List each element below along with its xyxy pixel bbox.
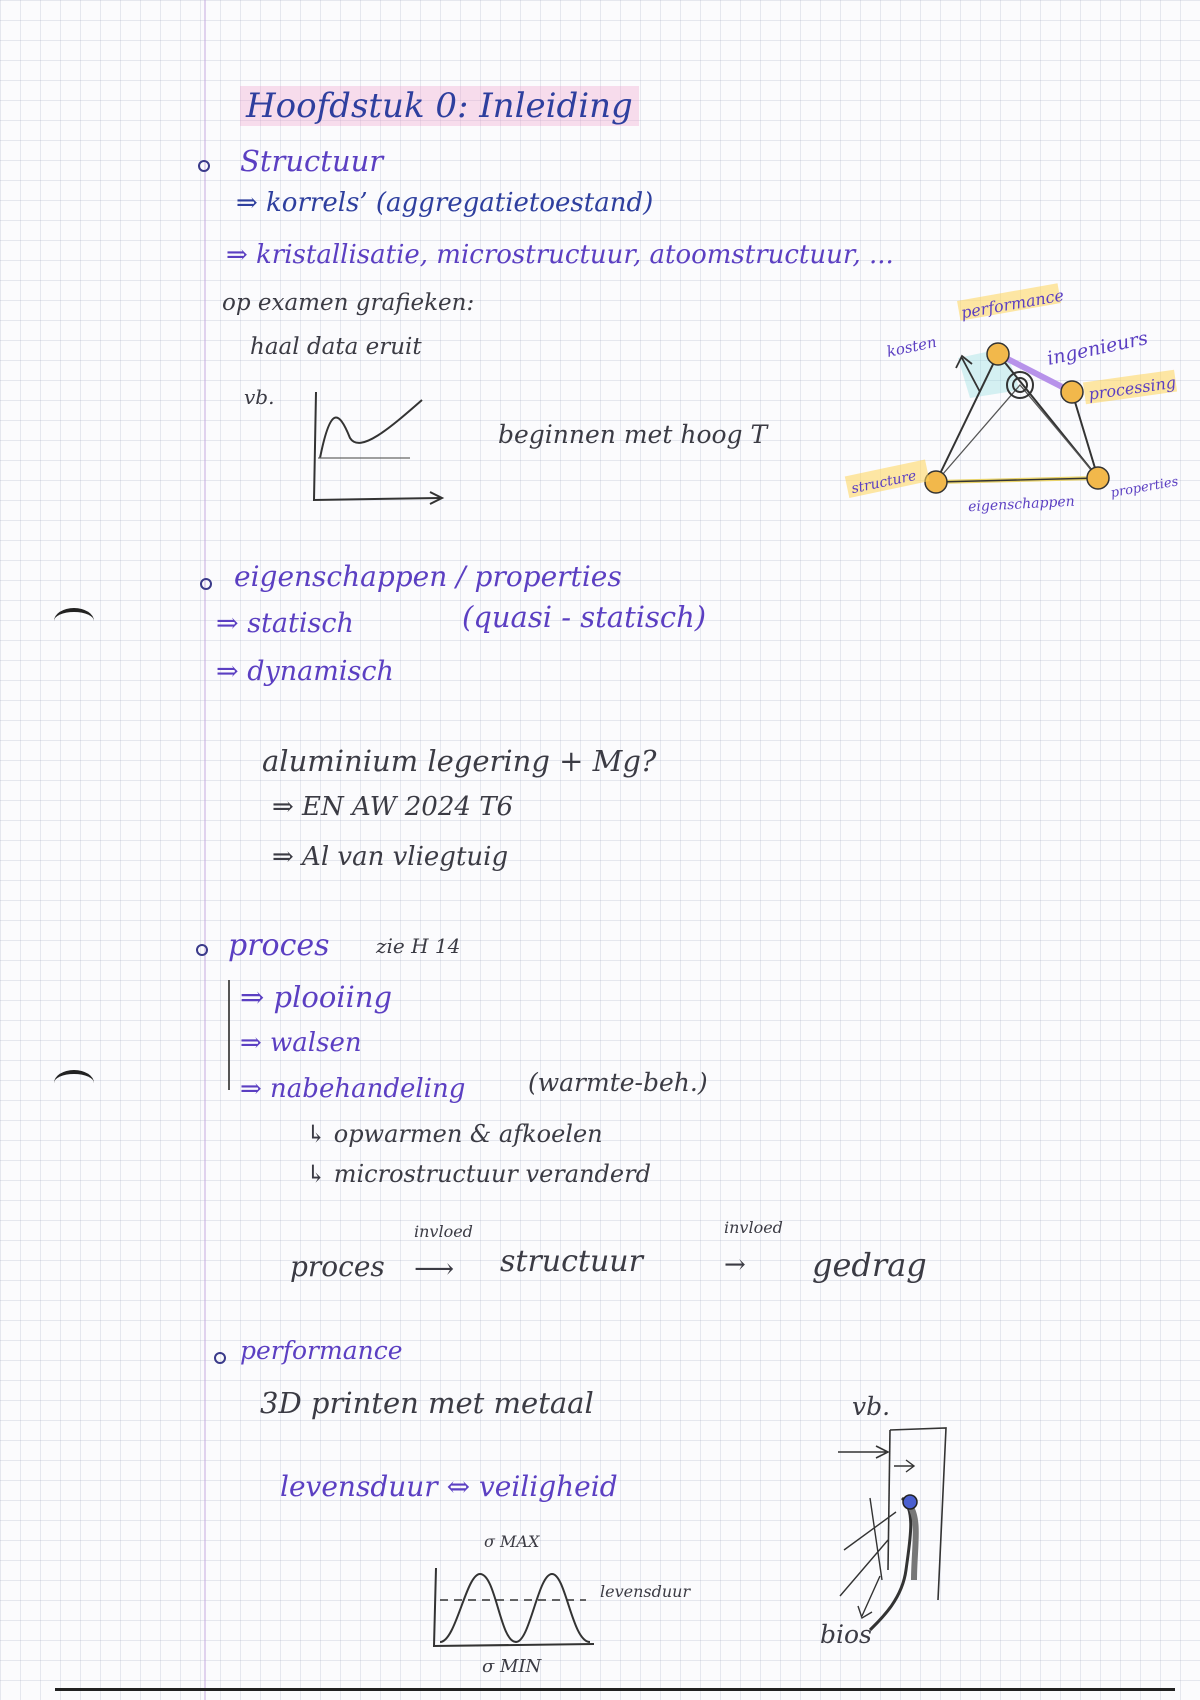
performance-levensduur-veiligheid: levensduur ⇔ veiligheid xyxy=(280,1470,618,1503)
bios-label: bios xyxy=(820,1620,872,1649)
force-arrow xyxy=(838,1446,888,1458)
section-heading-eigenschappen: eigenschappen / properties xyxy=(234,560,622,593)
proces-item-nabehandeling: ⇒ nabehandeling xyxy=(240,1074,466,1104)
sketch-stress-cycle xyxy=(426,1560,606,1670)
flow-label-invloed-2: invloed xyxy=(724,1218,783,1237)
eigenschappen-quasi-statisch: (quasi - statisch) xyxy=(462,600,707,634)
performance-3d-printen: 3D printen met metaal xyxy=(260,1386,594,1420)
punch-hole-top xyxy=(54,608,94,634)
page-bottom-edge xyxy=(55,1688,1175,1691)
section-bullet xyxy=(214,1352,226,1364)
node-processing xyxy=(1061,381,1083,403)
proces-sub-opwarmen: ↳ opwarmen & afkoelen xyxy=(306,1120,603,1148)
aluminium-spec: ⇒ EN AW 2024 T6 xyxy=(272,792,514,822)
label-processing: processing xyxy=(1087,372,1178,404)
aluminium-use: ⇒ Al van vliegtuig xyxy=(272,842,509,872)
section-heading-structuur: Structuur xyxy=(240,144,384,178)
proces-warmte-behandeling: (warmte-beh.) xyxy=(528,1068,708,1097)
label-ingenieurs: ingenieurs xyxy=(1045,327,1150,370)
bios-arrow xyxy=(858,1576,880,1618)
proces-item-walsen: ⇒ walsen xyxy=(240,1028,362,1058)
flow-label-invloed-1: invloed xyxy=(414,1222,473,1241)
example-label: vb. xyxy=(244,385,275,409)
stress-curve xyxy=(440,1574,590,1642)
exam-note: op examen grafieken: xyxy=(222,290,475,316)
graph-curve xyxy=(320,400,422,458)
node-performance xyxy=(987,343,1009,365)
node-properties xyxy=(1087,467,1109,489)
implant-plate xyxy=(888,1430,890,1570)
graph-axes xyxy=(314,392,440,500)
structuur-line-kristallisatie: ⇒ kristallisatie, microstructuur, atoomstructuur, ... xyxy=(226,240,894,270)
page-title: Hoofdstuk 0: Inleiding xyxy=(240,86,639,126)
proces-reference: zie H 14 xyxy=(376,934,461,958)
label-kosten: kosten xyxy=(885,332,939,361)
section-heading-performance: performance xyxy=(240,1336,403,1365)
graph-note: beginnen met hoog T xyxy=(498,420,768,449)
section-heading-proces: proces xyxy=(228,928,330,963)
flow-proces: proces xyxy=(290,1250,385,1283)
flow-gedrag: gedrag xyxy=(812,1246,927,1284)
materials-tetrahedron-diagram xyxy=(840,270,1190,540)
label-eigenschappen: eigenschappen xyxy=(967,493,1076,516)
implant-screw xyxy=(903,1495,917,1509)
implant-frame xyxy=(890,1428,946,1600)
proces-item-plooiing: ⇒ plooiing xyxy=(240,980,393,1014)
bone-shape xyxy=(870,1498,911,1630)
stress-curve-label: levensduur xyxy=(600,1582,691,1601)
exam-note-data: haal data eruit xyxy=(250,334,422,360)
flow-arrow-1: ⟶ xyxy=(414,1252,455,1285)
load-lines xyxy=(840,1460,914,1596)
section-bullet xyxy=(196,944,208,956)
sketch-graph-temperature xyxy=(300,388,450,508)
section-bullet xyxy=(200,578,212,590)
aluminium-example: aluminium legering + Mg? xyxy=(262,744,657,778)
eigenschappen-dynamisch: ⇒ dynamisch xyxy=(216,656,394,687)
label-structure: structure xyxy=(849,467,918,498)
performance-example-label: vb. xyxy=(852,1392,891,1421)
label-performance: performance xyxy=(959,285,1066,323)
structuur-line-korrels: ⇒ korrels’ (aggregatietoestand) xyxy=(236,188,654,218)
label-properties: properties xyxy=(1109,474,1180,502)
proces-sub-microstructuur: ↳ microstructuur veranderd xyxy=(306,1160,651,1188)
eigenschappen-statisch: ⇒ statisch xyxy=(216,608,354,639)
flow-arrow-2: → xyxy=(724,1250,746,1280)
node-structure xyxy=(925,471,947,493)
sigma-max-label: σ MAX xyxy=(484,1532,540,1551)
tetra-edge-process xyxy=(1072,392,1098,478)
proces-bracket-line xyxy=(228,980,230,1090)
punch-hole-bottom xyxy=(54,1070,94,1096)
page-margin-line xyxy=(204,0,206,1700)
sketch-bone-implant xyxy=(810,1420,960,1640)
section-bullet xyxy=(198,160,210,172)
sigma-min-label: σ MIN xyxy=(482,1656,542,1677)
flow-structuur: structuur xyxy=(500,1244,643,1279)
